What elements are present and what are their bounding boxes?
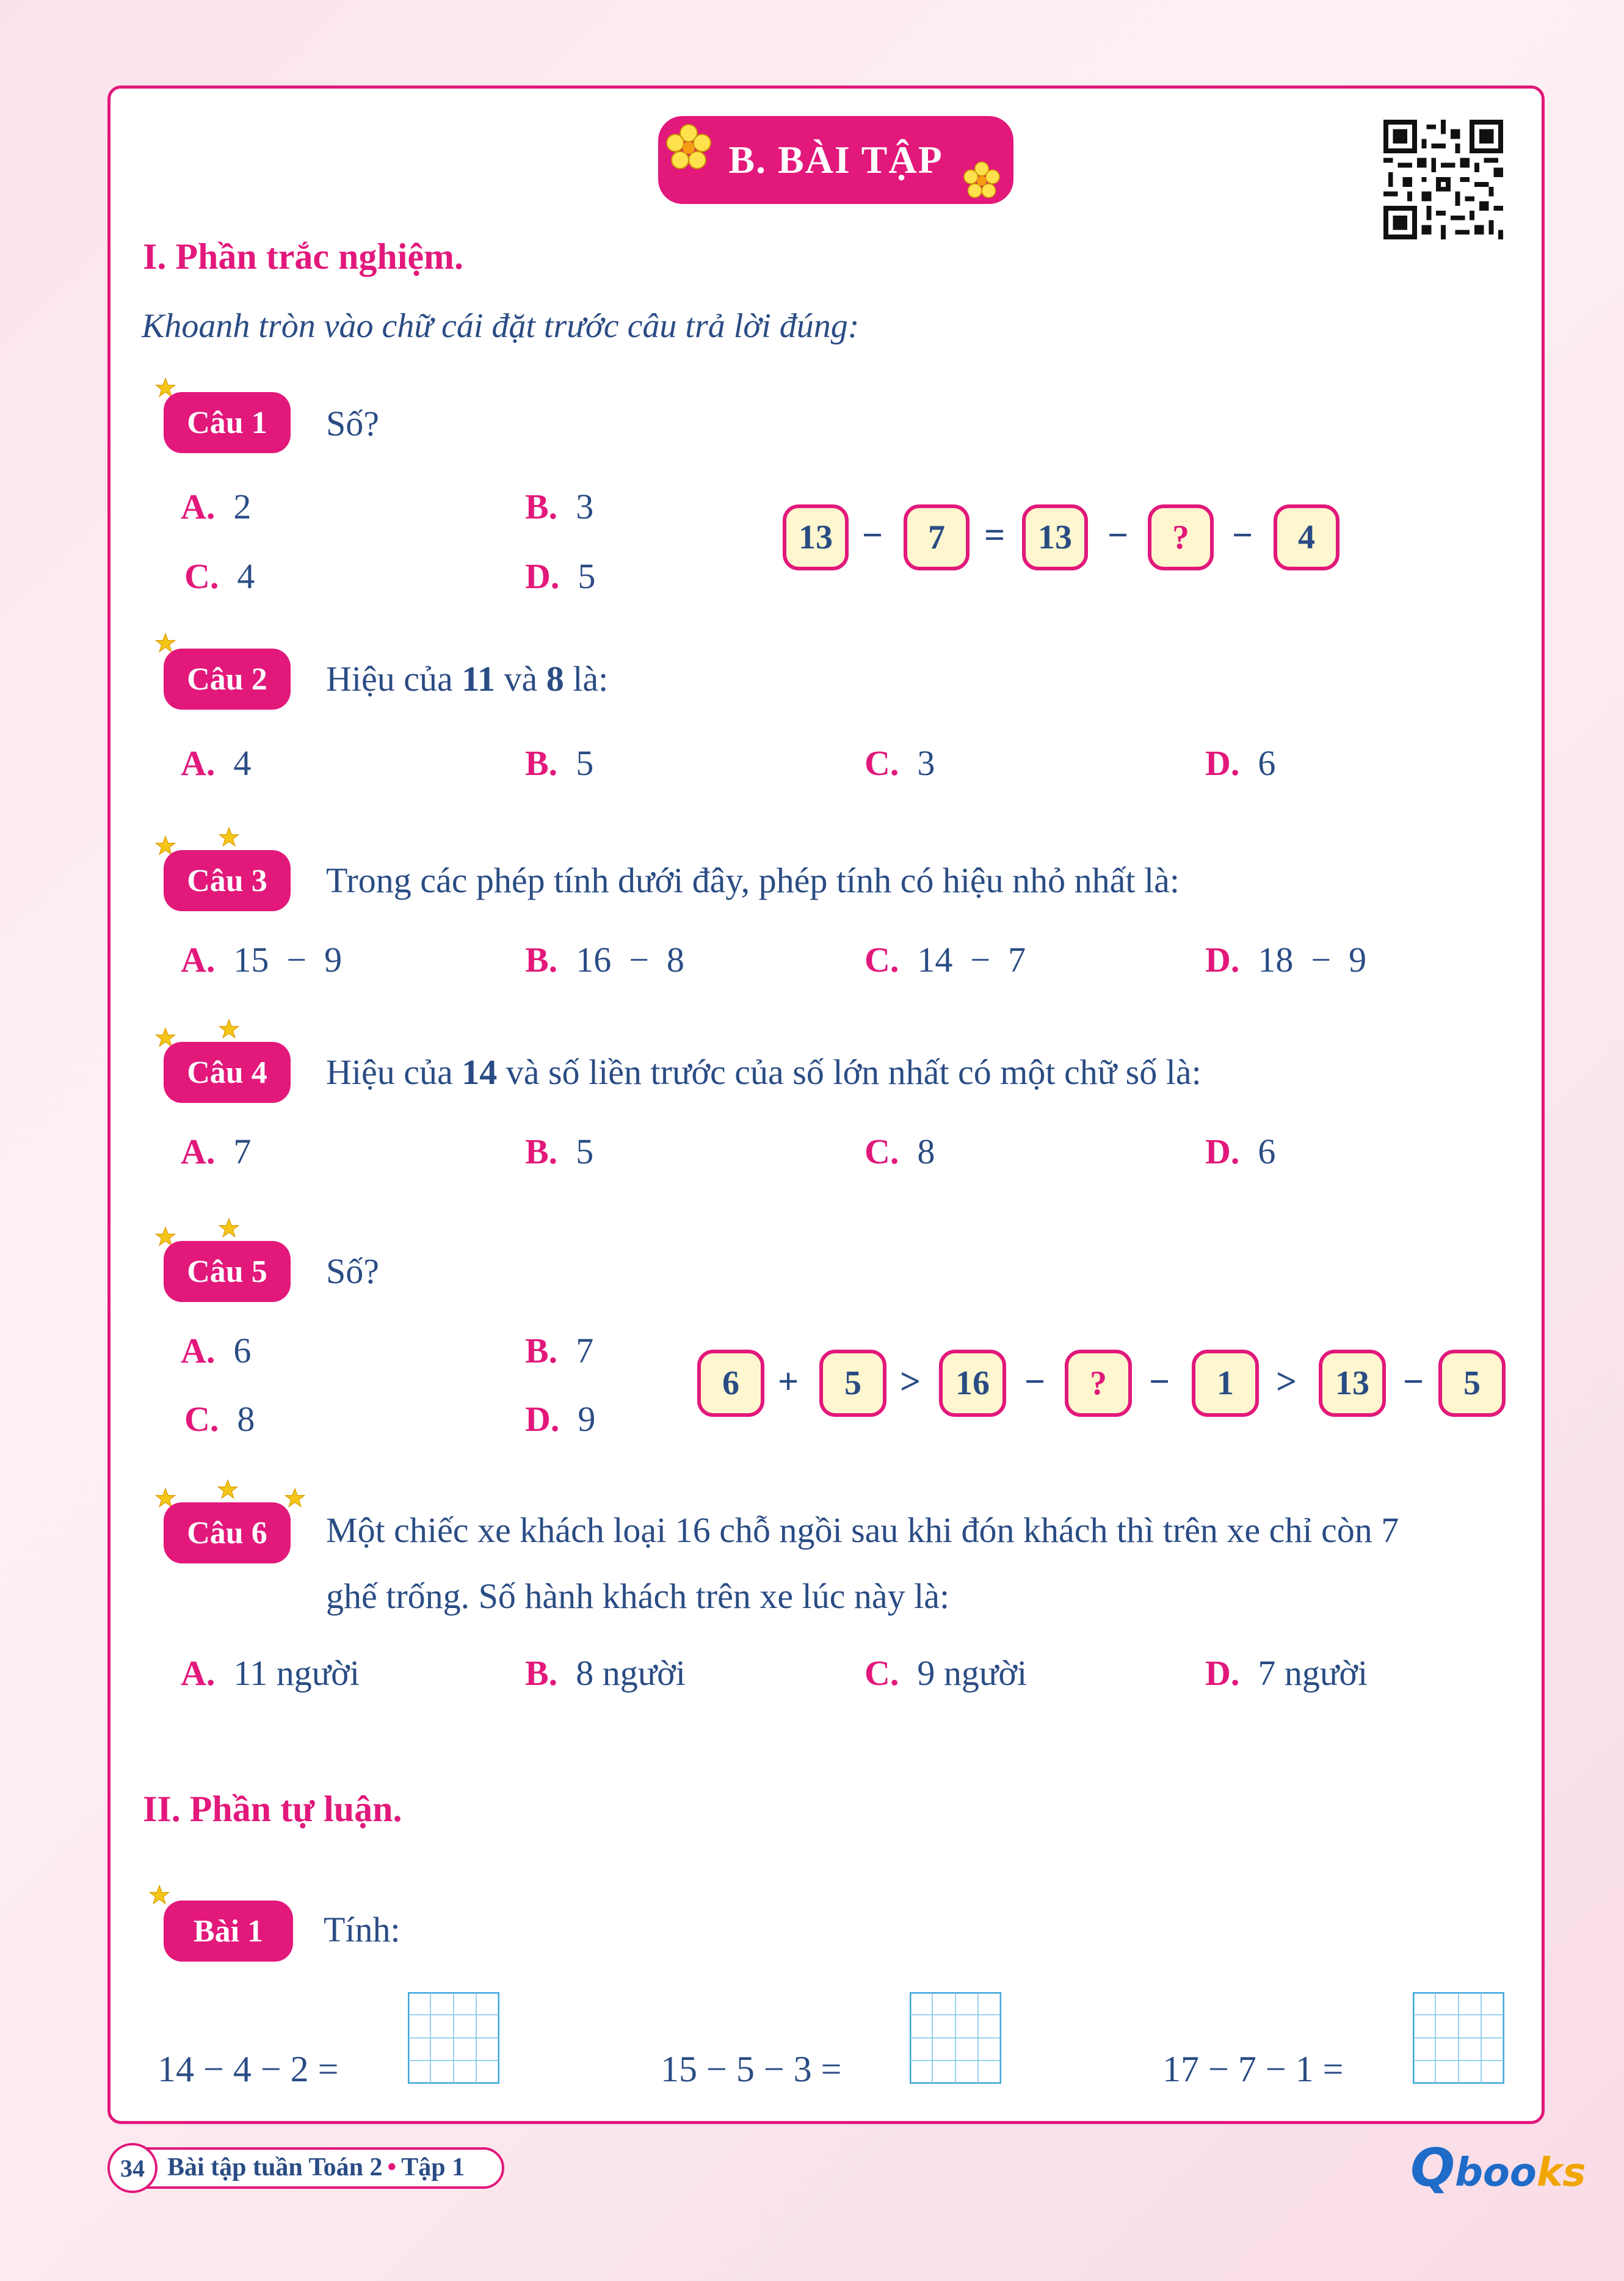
question-badge: Câu 3: [164, 850, 291, 911]
question-badge: Câu 5: [164, 1241, 291, 1302]
part2-heading: II. Phần tự luận.: [143, 1789, 402, 1829]
option-a[interactable]: A. 15 − 9: [181, 940, 343, 980]
question-badge: Câu 4: [164, 1042, 291, 1103]
option-d[interactable]: D. 6: [1205, 743, 1276, 783]
option-d[interactable]: D. 5: [525, 556, 596, 596]
calc-expression: 15 − 5 − 3 =: [661, 2049, 842, 2089]
star-icon: [219, 1218, 239, 1239]
option-d[interactable]: D. 7 người: [1205, 1653, 1368, 1693]
footer-book-title: Bài tập tuần Toán 2 • Tập 1: [167, 2153, 465, 2181]
operator: =: [984, 515, 1006, 555]
operator: −: [1107, 515, 1129, 555]
option-b[interactable]: B. 16 − 8: [525, 940, 684, 980]
option-c[interactable]: C. 8: [865, 1132, 935, 1171]
operator: −: [1149, 1361, 1170, 1402]
option-b[interactable]: B. 7: [525, 1331, 594, 1370]
exercise-badge: Bài 1: [164, 1901, 293, 1962]
question-text: Số?: [326, 1251, 379, 1291]
option-c[interactable]: C. 4: [184, 556, 255, 596]
question-text: Hiệu của 11 và 8 là:: [326, 659, 609, 699]
star-icon: [285, 1488, 305, 1508]
answer-grid[interactable]: [1413, 1992, 1504, 2084]
operator: −: [1024, 1361, 1046, 1402]
operator: −: [862, 515, 883, 555]
option-c[interactable]: C. 3: [865, 743, 935, 783]
option-b[interactable]: B. 5: [525, 1132, 594, 1171]
star-icon: [217, 1479, 238, 1500]
option-c[interactable]: C. 9 người: [865, 1653, 1028, 1693]
page-number: 34: [107, 2143, 158, 2193]
number-box: 7: [904, 504, 970, 570]
option-d[interactable]: D. 18 − 9: [1205, 940, 1367, 980]
star-icon: [149, 1885, 170, 1905]
operator: −: [1232, 515, 1253, 555]
number-box: 13: [1022, 504, 1088, 570]
part1-heading: I. Phần trắc nghiệm.: [143, 236, 463, 277]
option-a[interactable]: A. 11 người: [181, 1653, 360, 1693]
section-title: B. BÀI TẬP: [658, 116, 1013, 204]
qr-code-icon[interactable]: [1383, 120, 1503, 239]
flower-icon: [663, 122, 714, 173]
answer-grid[interactable]: [910, 1992, 1001, 2084]
option-d[interactable]: D. 9: [525, 1399, 596, 1439]
operator: −: [1403, 1361, 1424, 1402]
question-text: Hiệu của 14 và số liền trước của số lớn nhất có một chữ số là:: [326, 1052, 1202, 1092]
option-c[interactable]: C. 8: [184, 1399, 255, 1439]
number-box: 5: [1438, 1350, 1506, 1417]
option-a[interactable]: A. 2: [181, 487, 252, 526]
calc-expression: 17 − 7 − 1 =: [1162, 2049, 1344, 2089]
question-text: Trong các phép tính dưới đây, phép tính có hiệu nhỏ nhất là:: [326, 860, 1180, 900]
question-badge: Câu 2: [164, 649, 291, 710]
operator: +: [778, 1361, 799, 1402]
number-box: 16: [939, 1350, 1006, 1417]
flower-icon: [961, 160, 1002, 202]
number-box: 1: [1192, 1350, 1259, 1417]
operator: >: [900, 1361, 921, 1402]
instruction: Khoanh tròn vào chữ cái đặt trước câu trả lời đúng:: [142, 307, 860, 345]
number-box: 13: [1319, 1350, 1386, 1417]
star-icon: [219, 827, 239, 848]
answer-box[interactable]: ?: [1148, 504, 1214, 570]
option-b[interactable]: B. 8 người: [525, 1653, 686, 1693]
option-a[interactable]: A. 7: [181, 1132, 252, 1171]
option-a[interactable]: A. 6: [181, 1331, 252, 1370]
option-a[interactable]: A. 4: [181, 743, 252, 783]
operator: >: [1276, 1361, 1297, 1402]
number-box: 4: [1274, 504, 1339, 570]
calc-expression: 14 − 4 − 2 =: [158, 2049, 339, 2089]
option-d[interactable]: D. 6: [1205, 1132, 1276, 1171]
exercise-text: Tính:: [324, 1910, 401, 1949]
number-box: 13: [783, 504, 849, 570]
star-icon: [219, 1019, 239, 1039]
question-badge: Câu 1: [164, 392, 291, 453]
number-box: 6: [697, 1350, 764, 1417]
question-text-line1: Một chiếc xe khách loại 16 chỗ ngồi sau khi đón khách thì trên xe chỉ còn 7: [326, 1510, 1399, 1550]
option-b[interactable]: B. 5: [525, 743, 594, 783]
question-text-line2: ghế trống. Số hành khách trên xe lúc này là:: [326, 1576, 950, 1616]
question-text: Số?: [326, 404, 379, 443]
answer-box[interactable]: ?: [1065, 1350, 1132, 1417]
answer-grid[interactable]: [408, 1992, 499, 2084]
option-c[interactable]: C. 14 − 7: [865, 940, 1026, 980]
question-badge: Câu 6: [164, 1502, 291, 1563]
option-b[interactable]: B. 3: [525, 487, 594, 526]
number-box: 5: [819, 1350, 886, 1417]
qbooks-logo: Qbooks: [1410, 2137, 1586, 2199]
